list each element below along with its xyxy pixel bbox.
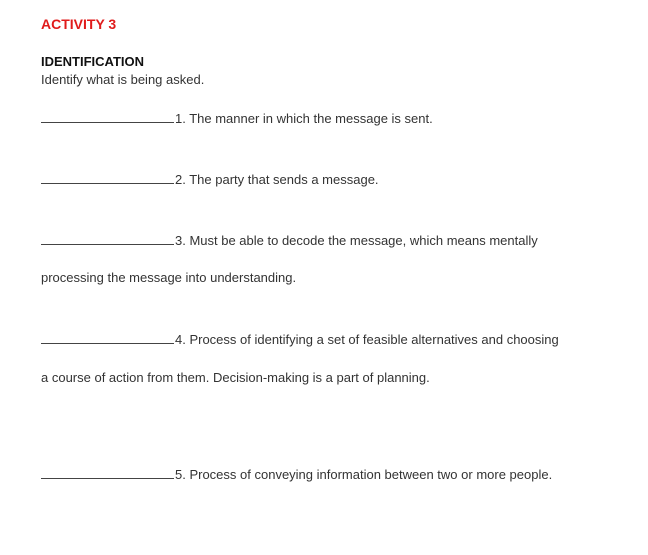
activity-title: ACTIVITY 3 (41, 16, 117, 32)
question-item-5 (41, 467, 552, 482)
question-item-4 (41, 332, 559, 347)
section-title: IDENTIFICATION (41, 54, 145, 69)
question-item-2 (41, 172, 379, 187)
question-item-1 (41, 111, 433, 126)
question-text: 1. The manner in which the message is sent. (175, 111, 433, 126)
question-continuation-4: a course of action from them. Decision-making is a part of planning. (41, 370, 430, 385)
question-text: 5. Process of conveying information between two or more people. (175, 467, 553, 482)
answer-blank-3[interactable] (41, 233, 174, 245)
instructions: Identify what is being asked. (41, 72, 205, 87)
question-text: 3. Must be able to decode the message, which means mentally (175, 233, 538, 248)
answer-blank-4[interactable] (41, 332, 174, 344)
answer-blank-2[interactable] (41, 172, 174, 184)
question-text: 2. The party that sends a message. (175, 172, 379, 187)
question-continuation-3: processing the message into understanding. (41, 270, 297, 285)
question-text: 4. Process of identifying a set of feasible alternatives and choosing (175, 332, 559, 347)
question-item-3 (41, 233, 538, 248)
answer-blank-5[interactable] (41, 467, 174, 479)
answer-blank-1[interactable] (41, 111, 174, 123)
